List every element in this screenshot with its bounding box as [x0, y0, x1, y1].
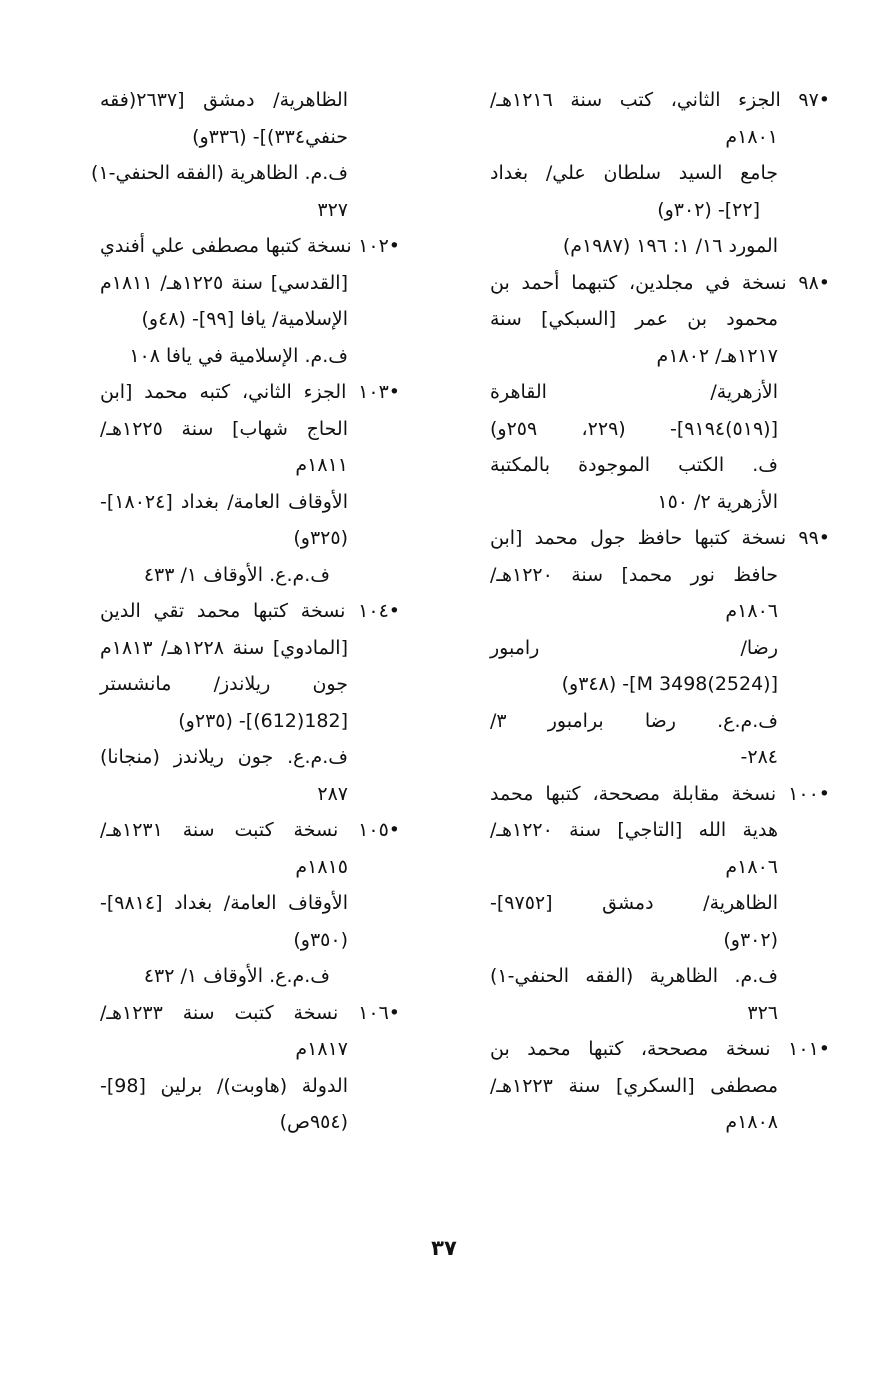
entry-line: •٩٨ نسخة في مجلدين، كتبهما أحمد بن [490, 271, 830, 294]
entry-line: الحاج شهاب] سنة ١٢٢٥هـ/ [100, 417, 348, 440]
entry-line: [(2524)3498 M]- (٣٤٨و) [561, 673, 778, 695]
entry-101 [490, 1031, 830, 1141]
entry-line: •١٠٦ نسخة كتبت سنة ١٢٣٣هـ/ [100, 1001, 400, 1024]
entry-102 [100, 228, 400, 374]
entry-99 [490, 520, 830, 776]
entry-line: [182(612)]- (٢٣٥و) [178, 709, 348, 732]
entry-line: مصطفى [السكري] سنة ١٢٢٣هـ/ [490, 1074, 778, 1097]
entry-line: (٣٢٥و) [293, 527, 348, 549]
entry-97 [490, 82, 830, 265]
entry-line: جامع السيد سلطان علي/ بغداد [490, 162, 778, 184]
entry-98 [490, 265, 830, 521]
entry-104 [100, 593, 400, 812]
entry-line: ١٨١٧م [295, 1038, 348, 1060]
entry-line: الأزهرية/ القاهرة [490, 381, 778, 403]
entry-line: ف.م.ع. جون ريلاندز (منجانا) [100, 746, 348, 768]
entry-line: هدية الله [التاجي] سنة ١٢٢٠هـ/ [490, 819, 778, 841]
entry-line: [القدسي] سنة ١٢٢٥هـ/ ١٨١١م [100, 271, 348, 294]
entry-105 [100, 812, 400, 995]
entry-line: ١٨٠٨م [725, 1111, 778, 1133]
entry-line: •١٠٥ نسخة كتبت سنة ١٢٣١هـ/ [100, 819, 400, 841]
entry-line: ٢٨٤- [740, 746, 778, 768]
entry-line: ١٨٠١م [725, 125, 778, 148]
entry-line: (٣٥٠و) [293, 928, 348, 951]
entry-line: جون ريلاندز/ مانشستر [100, 673, 348, 695]
entry-line: ١٨٠٦م [725, 855, 778, 878]
entry-100 [490, 776, 830, 1032]
entry-line: ١٨٠٦م [725, 600, 778, 622]
entry-line: ف.م. الظاهرية (الفقه الحنفي-١) [490, 965, 778, 987]
entry-line: (٩٥٤ص) [279, 1111, 348, 1133]
entry-line: ف. الكتب الموجودة بالمكتبة [490, 454, 778, 476]
entry-line: الظاهرية/ دمشق [٩٧٥٢]- [490, 892, 778, 914]
entry-line: •١٠٠ نسخة مقابلة مصححة، كتبها محمد [490, 782, 830, 805]
entry-line: [المادوي] سنة ١٢٢٨هـ/ ١٨١٣م [100, 636, 348, 659]
entry-line: ف.م. الإسلامية في يافا ١٠٨ [129, 344, 348, 367]
entry-line: ف.م.ع. الأوقاف ١/ ٤٣٢ [143, 965, 330, 987]
entry-line: الأزهرية ٢/ ١٥٠ [657, 490, 778, 513]
entry-line: [٢٢]- (٣٠٢و) [657, 198, 760, 221]
entry-line: •٩٧ الجزء الثاني، كتب سنة ١٢١٦هـ/ [490, 89, 830, 111]
entry-line: ١٨١١م [295, 454, 348, 476]
entry-line: حافظ نور محمد] سنة ١٢٢٠هـ/ [490, 563, 778, 586]
entry-line: •١٠١ نسخة مصححة، كتبها محمد بن [490, 1038, 830, 1060]
right-column [490, 82, 830, 1141]
entry-line: [(٥١٩)٩١٩٤]- (٢٢٩، ٢٥٩و) [490, 417, 778, 440]
entry-line: (٣٠٢و) [723, 928, 778, 951]
entry-line: •١٠٢ نسخة كتبها مصطفى علي أفندي [100, 235, 400, 257]
entry-line: المورد ١٦/ ١: ١٩٦ (١٩٨٧م) [562, 235, 778, 257]
page-number: ٣٧ [431, 1236, 457, 1260]
entry-106 [100, 995, 400, 1141]
entry-101-continued [91, 82, 400, 228]
entry-line: الأوقاف العامة/ بغداد [٩٨١٤]- [100, 892, 348, 914]
entry-line: الظاهرية/ دمشق [٢٦٣٧(فقه [100, 89, 348, 111]
entry-line: •٩٩ نسخة كتبها حافظ جول محمد [ابن [490, 527, 830, 549]
entry-line: الإسلامية/ يافا [٩٩]- (٤٨و) [141, 308, 348, 330]
entry-line: الدولة (هاوبت)/ برلين [98]- [100, 1074, 348, 1097]
entry-103 [100, 374, 400, 593]
entry-line: حنفي٣٣٤)]- (٣٣٦و) [192, 125, 348, 148]
entry-line: رضا/ رامبور [490, 636, 778, 659]
entry-line: ٢٨٧ [317, 782, 348, 805]
entry-line: ف.م.ع. الأوقاف ١/ ٤٣٣ [143, 563, 330, 586]
entry-line: ف.م.ع. رضا برامبور ٣/ [490, 709, 778, 732]
entry-line: محمود بن عمر [السبكي] سنة [490, 308, 778, 330]
entry-line: ٣٢٧ [317, 198, 348, 221]
entry-line: ف.م. الظاهرية (الفقه الحنفي-١) [91, 162, 348, 184]
entry-line: ٣٢٦ [747, 1001, 778, 1024]
entry-line: ١٨١٥م [295, 855, 348, 878]
entry-line: •١٠٣ الجزء الثاني، كتبه محمد [ابن [100, 381, 400, 403]
left-column [91, 82, 400, 1141]
entry-line: •١٠٤ نسخة كتبها محمد تقي الدين [100, 600, 400, 622]
entry-line: الأوقاف العامة/ بغداد [١٨٠٢٤]- [100, 490, 348, 513]
entry-line: ١٢١٧هـ/ ١٨٠٢م [656, 344, 778, 367]
